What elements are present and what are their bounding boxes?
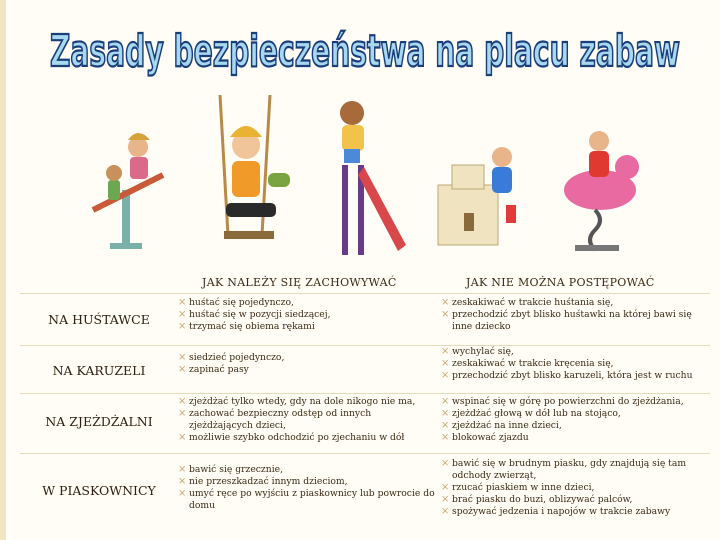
list-item: × przechodzić zbyt blisko huśtawki na której bawi się inne dziecko <box>441 309 711 333</box>
header-forbidden: JAK NIE MOŻNA POSTĘPOWAĆ <box>466 276 655 289</box>
list-item: × brać piasku do buzi, oblizywać palców, <box>441 494 711 506</box>
list-item: × bawić się grzecznie, <box>178 464 436 476</box>
allowed-list <box>178 396 436 444</box>
list-item: × huśtać się w pozycji siedzącej, <box>178 309 436 321</box>
list-item: × siedzieć pojedynczo, <box>178 352 436 364</box>
list-item: × możliwie szybko odchodzić po zjechaniu w dół <box>178 432 436 444</box>
row-carousel <box>20 345 710 394</box>
header-allowed: JAK NALEŻY SIĘ ZACHOWYWAĆ <box>202 276 397 289</box>
row-swing <box>20 293 710 346</box>
list-item: × spożywać jedzenia i napojów w trakcie zabawy <box>441 506 711 518</box>
swing-girl-image <box>190 95 310 260</box>
forbidden-list <box>441 346 711 382</box>
list-item: × zjeżdżać tylko wtedy, gdy na dole nikogo nie ma, <box>178 396 436 408</box>
list-item: × wspinać się w górę po powierzchni do zjeżdżania, <box>441 396 711 408</box>
allowed-list <box>178 297 436 333</box>
row-label: NA HUŚTAWCE <box>48 312 150 327</box>
list-item: × bawić się w brudnym piasku, gdy znajdują się tam odchody zwierząt, <box>441 458 711 482</box>
forbidden-list <box>441 396 711 444</box>
slide-boy-image <box>318 95 410 260</box>
spring-rider-image <box>555 95 645 260</box>
seesaw-kids-image <box>88 95 168 260</box>
page-title-text: Zasady bezpieczeństwa na placu zabaw <box>50 26 680 77</box>
list-item: × przechodzić zbyt blisko karuzeli, która jest w ruchu <box>441 370 711 382</box>
list-item: × trzymać się obiema rękami <box>178 321 436 333</box>
list-item: × rzucać piaskiem w inne dzieci, <box>441 482 711 494</box>
list-item: × umyć ręce po wyjściu z piaskownicy lub powrocie do domu <box>178 488 436 512</box>
list-item: × blokować zjazdu <box>441 432 711 444</box>
list-item: × wychylać się, <box>441 346 711 358</box>
row-label: NA ZJEŻDŻALNI <box>45 414 153 429</box>
allowed-list <box>178 352 436 376</box>
sandcastle-image <box>430 95 518 260</box>
list-item: × nie przeszkadzać innym dzieciom, <box>178 476 436 488</box>
list-item: × zjeżdżać na inne dzieci, <box>441 420 711 432</box>
list-item: × zachować bezpieczny odstęp od innych zjeżdżających dzieci, <box>178 408 436 432</box>
table-header <box>180 276 710 292</box>
list-item: × zjeżdżać głową w dół lub na stojąco, <box>441 408 711 420</box>
list-item: × zeskakiwać w trakcie huśtania się, <box>441 297 711 309</box>
page-title <box>40 14 690 84</box>
forbidden-list <box>441 458 711 518</box>
row-label: W PIASKOWNICY <box>42 483 156 498</box>
row-label: NA KARUZELI <box>52 363 146 378</box>
forbidden-list <box>441 297 711 333</box>
row-slide <box>20 393 710 454</box>
row-sandbox <box>20 453 710 529</box>
list-item: × zapinać pasy <box>178 364 436 376</box>
allowed-list <box>178 464 436 512</box>
list-item: × huśtać się pojedynczo, <box>178 297 436 309</box>
list-item: × zeskakiwać w trakcie kręcenia się, <box>441 358 711 370</box>
